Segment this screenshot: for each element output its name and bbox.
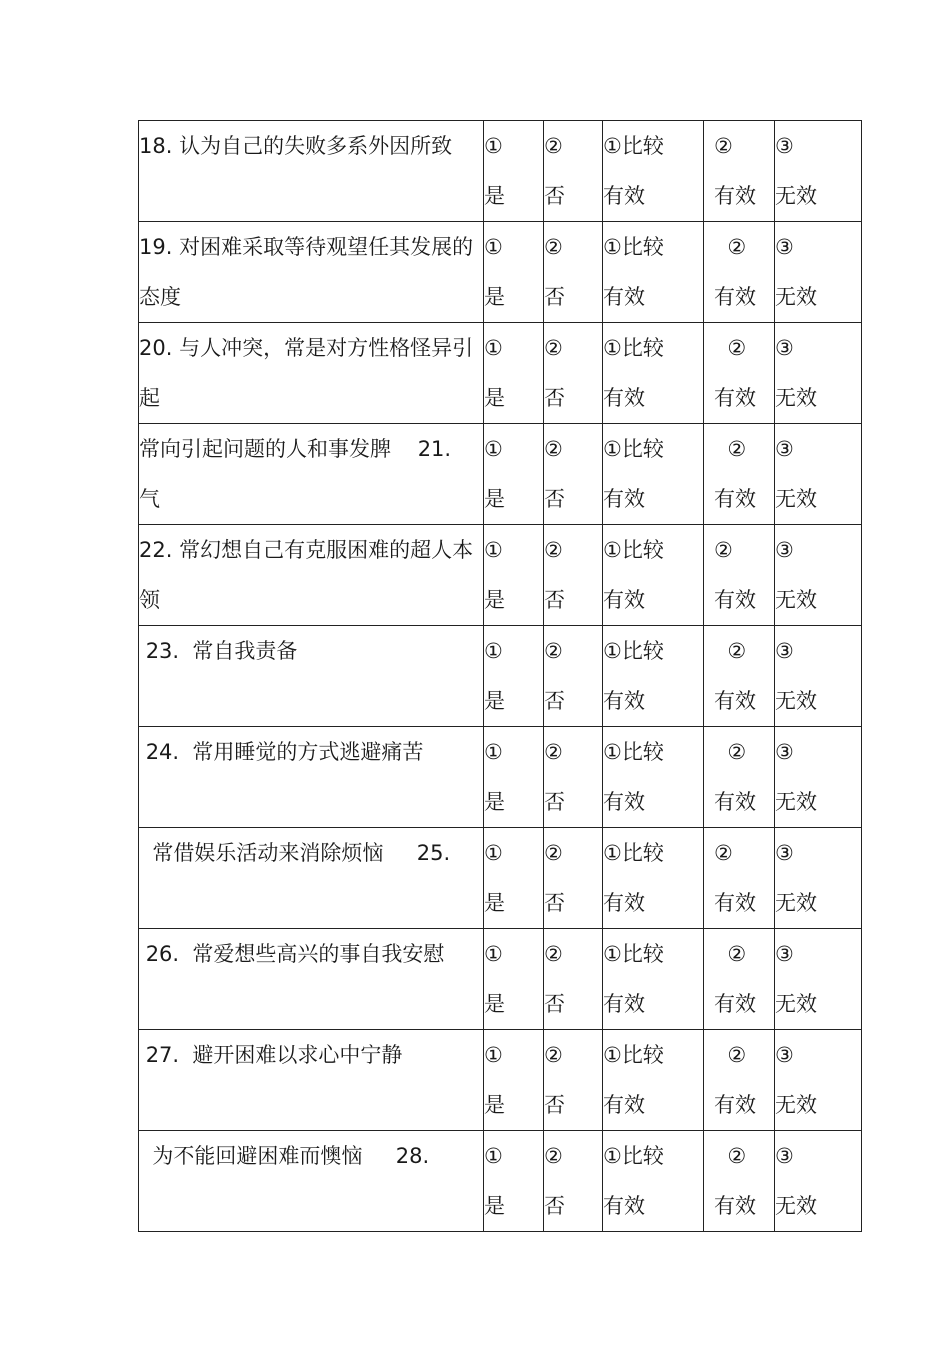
option-label: 有效 [714,891,756,915]
option-label: 否 [544,689,565,713]
option-label: 无效 [775,1194,817,1218]
no-option[interactable] [544,1131,603,1232]
option-number: ③ [775,437,794,461]
option-label: 有效 [603,184,645,208]
option-number: ② [714,336,747,360]
option-label: 无效 [775,184,817,208]
option-number: ② [714,942,747,966]
table-row [139,1131,862,1232]
option-label: 是 [484,1194,505,1218]
option-label: 否 [544,285,565,309]
no-option[interactable] [544,323,603,424]
option-label: 有效 [714,1194,756,1218]
ineffective-option[interactable] [775,121,862,222]
option-number: ① [484,942,503,966]
option-label: 有效 [714,689,756,713]
no-option[interactable] [544,828,603,929]
option-label: 是 [484,184,505,208]
option-number: ② [544,740,563,764]
option-number: ①比较 [603,1144,664,1168]
effective-option[interactable] [704,121,775,222]
option-number: ③ [775,1043,794,1067]
question-text: 常借娱乐活动来消除烦恼 25. [139,828,484,929]
option-number: ①比较 [603,1043,664,1067]
option-label: 无效 [775,992,817,1016]
question-text: 19. 对困难采取等待观望任其发展的态度 [139,222,484,323]
option-label: 有效 [603,891,645,915]
option-number: ①比较 [603,841,664,865]
option-label: 否 [544,891,565,915]
fairly-effective-option[interactable] [603,222,704,323]
yes-option[interactable] [484,828,544,929]
option-number: ① [484,437,503,461]
option-number: ①比较 [603,437,664,461]
option-number: ① [484,841,503,865]
yes-option[interactable] [484,222,544,323]
option-number: ③ [775,134,794,158]
option-number: ① [484,235,503,259]
option-label: 有效 [714,386,756,410]
option-number: ② [544,437,563,461]
option-number: ③ [775,538,794,562]
option-number: ② [714,134,733,158]
option-number: ② [544,639,563,663]
option-label: 是 [484,790,505,814]
option-label: 否 [544,1093,565,1117]
yes-option[interactable] [484,424,544,525]
option-number: ①比较 [603,538,664,562]
no-option[interactable] [544,222,603,323]
option-label: 无效 [775,1093,817,1117]
questionnaire-table [138,120,862,1232]
option-number: ② [544,235,563,259]
effective-option[interactable] [704,929,775,1030]
option-label: 否 [544,386,565,410]
effective-option[interactable] [704,323,775,424]
option-number: ③ [775,1144,794,1168]
table-row [139,323,862,424]
option-label: 无效 [775,891,817,915]
option-label: 有效 [714,588,756,612]
effective-option[interactable] [704,1131,775,1232]
table-row [139,828,862,929]
option-number: ② [544,336,563,360]
option-number: ③ [775,942,794,966]
table-row [139,626,862,727]
option-number: ② [544,538,563,562]
option-label: 有效 [603,992,645,1016]
ineffective-option[interactable] [775,323,862,424]
option-number: ① [484,134,503,158]
effective-option[interactable] [704,525,775,626]
option-label: 是 [484,285,505,309]
option-number: ② [714,740,747,764]
option-number: ① [484,538,503,562]
effective-option[interactable] [704,828,775,929]
fairly-effective-option[interactable] [603,929,704,1030]
no-option[interactable] [544,525,603,626]
option-label: 有效 [714,1093,756,1117]
option-label: 有效 [603,790,645,814]
yes-option[interactable] [484,727,544,828]
option-number: ③ [775,841,794,865]
option-number: ② [544,841,563,865]
option-label: 否 [544,487,565,511]
option-label: 是 [484,891,505,915]
option-number: ② [714,1144,747,1168]
option-label: 有效 [603,689,645,713]
table-row [139,1030,862,1131]
no-option[interactable] [544,424,603,525]
option-label: 是 [484,1093,505,1117]
option-number: ① [484,336,503,360]
option-label: 是 [484,588,505,612]
question-text: 23. 常自我责备 [139,626,484,727]
fairly-effective-option[interactable] [603,525,704,626]
option-number: ①比较 [603,235,664,259]
effective-option[interactable] [704,424,775,525]
option-number: ① [484,639,503,663]
option-number: ①比较 [603,639,664,663]
question-text: 24. 常用睡觉的方式逃避痛苦 [139,727,484,828]
option-label: 有效 [714,487,756,511]
option-number: ② [714,639,747,663]
option-number: ② [544,942,563,966]
yes-option[interactable] [484,121,544,222]
option-label: 无效 [775,487,817,511]
option-label: 是 [484,689,505,713]
option-number: ① [484,1144,503,1168]
ineffective-option[interactable] [775,222,862,323]
option-number: ③ [775,639,794,663]
option-label: 无效 [775,588,817,612]
table-row [139,727,862,828]
option-number: ①比较 [603,740,664,764]
question-text: 22. 常幻想自己有克服困难的超人本领 [139,525,484,626]
fairly-effective-option[interactable] [603,1131,704,1232]
table-row [139,424,862,525]
table-row [139,525,862,626]
option-number: ①比较 [603,942,664,966]
fairly-effective-option[interactable] [603,1030,704,1131]
no-option[interactable] [544,727,603,828]
effective-option[interactable] [704,727,775,828]
option-label: 有效 [714,790,756,814]
effective-option[interactable] [704,222,775,323]
fairly-effective-option[interactable] [603,121,704,222]
option-label: 否 [544,790,565,814]
ineffective-option[interactable] [775,424,862,525]
effective-option[interactable] [704,1030,775,1131]
option-number: ② [714,437,747,461]
option-label: 有效 [603,1093,645,1117]
option-label: 无效 [775,386,817,410]
option-label: 否 [544,588,565,612]
question-text: 常向引起问题的人和事发脾 21. 气 [139,424,484,525]
yes-option[interactable] [484,1131,544,1232]
yes-option[interactable] [484,626,544,727]
ineffective-option[interactable] [775,525,862,626]
option-number: ① [484,740,503,764]
option-label: 有效 [603,1194,645,1218]
option-label: 有效 [714,992,756,1016]
option-label: 无效 [775,790,817,814]
option-label: 有效 [603,386,645,410]
fairly-effective-option[interactable] [603,323,704,424]
no-option[interactable] [544,1030,603,1131]
yes-option[interactable] [484,323,544,424]
option-number: ② [544,134,563,158]
option-label: 否 [544,992,565,1016]
option-label: 是 [484,386,505,410]
no-option[interactable] [544,121,603,222]
option-label: 无效 [775,285,817,309]
fairly-effective-option[interactable] [603,626,704,727]
yes-option[interactable] [484,1030,544,1131]
option-label: 无效 [775,689,817,713]
fairly-effective-option[interactable] [603,828,704,929]
option-label: 有效 [603,487,645,511]
table-row [139,222,862,323]
yes-option[interactable] [484,525,544,626]
option-number: ③ [775,235,794,259]
ineffective-option[interactable] [775,1030,862,1131]
option-label: 否 [544,184,565,208]
option-label: 有效 [714,184,756,208]
option-number: ② [544,1043,563,1067]
question-text: 26. 常爱想些高兴的事自我安慰 [139,929,484,1030]
option-number: ② [714,235,747,259]
effective-option[interactable] [704,626,775,727]
option-number: ③ [775,740,794,764]
ineffective-option[interactable] [775,626,862,727]
ineffective-option[interactable] [775,828,862,929]
option-label: 有效 [714,285,756,309]
option-number: ①比较 [603,134,664,158]
table-row [139,121,862,222]
ineffective-option[interactable] [775,929,862,1030]
option-number: ② [714,538,733,562]
option-number: ② [714,1043,747,1067]
fairly-effective-option[interactable] [603,424,704,525]
option-number: ② [714,841,733,865]
option-label: 否 [544,1194,565,1218]
option-label: 是 [484,487,505,511]
no-option[interactable] [544,626,603,727]
questionnaire-body [139,121,862,1232]
yes-option[interactable] [484,929,544,1030]
option-number: ①比较 [603,336,664,360]
question-text: 18. 认为自己的失败多系外因所致 [139,121,484,222]
option-label: 是 [484,992,505,1016]
question-text: 为不能回避困难而懊恼 28. [139,1131,484,1232]
ineffective-option[interactable] [775,727,862,828]
option-label: 有效 [603,285,645,309]
option-number: ① [484,1043,503,1067]
no-option[interactable] [544,929,603,1030]
table-row [139,929,862,1030]
option-number: ③ [775,336,794,360]
option-label: 有效 [603,588,645,612]
question-text: 20. 与人冲突，常是对方性格怪异引起 [139,323,484,424]
option-number: ② [544,1144,563,1168]
ineffective-option[interactable] [775,1131,862,1232]
fairly-effective-option[interactable] [603,727,704,828]
question-text: 27. 避开困难以求心中宁静 [139,1030,484,1131]
